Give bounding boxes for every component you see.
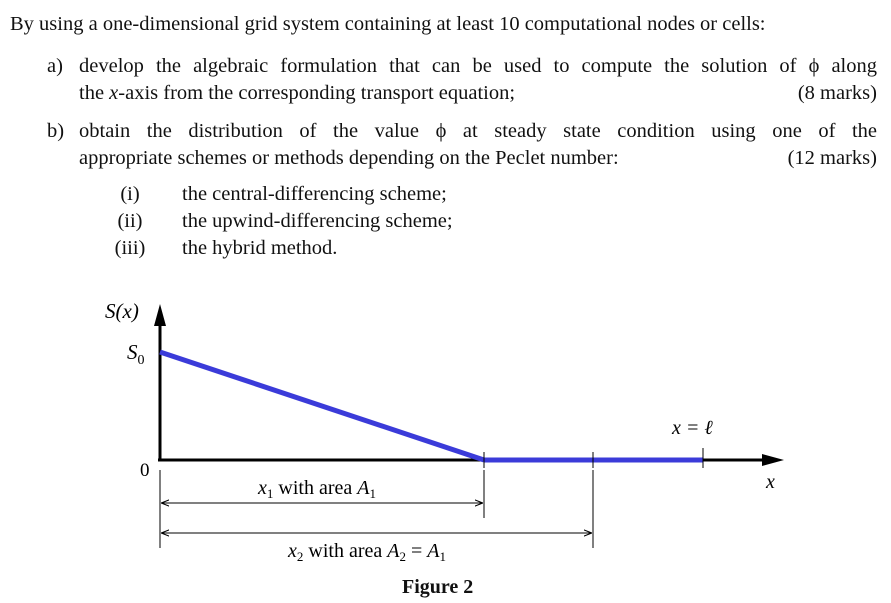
method-text-1: the central-differencing scheme;	[182, 183, 447, 205]
y-axis-arrowhead	[154, 304, 166, 326]
source-sloped-segment	[160, 352, 484, 460]
part-a-line2: the x-axis from the corresponding transport equation;	[79, 82, 516, 104]
part-a-line1: develop the algebraic formulation that can be used to compute the solution of ϕ along	[79, 55, 877, 77]
part-a-label: a)	[47, 55, 63, 77]
zero-label: 0	[140, 460, 150, 481]
method-text-2: the upwind-differencing scheme;	[182, 210, 453, 232]
method-num-1: (i)	[120, 183, 140, 205]
figure-caption: Figure 2	[402, 576, 474, 598]
method-num-3: (iii)	[114, 237, 146, 259]
dim-x2-label: $x_2$ with area $A_2 = A_1$	[288, 540, 446, 564]
part-a-marks: (8 marks)	[797, 82, 877, 104]
x-end-label: x = ℓ	[672, 417, 713, 439]
y-axis-label: S(x)	[105, 299, 139, 323]
part-b-label: b)	[47, 120, 65, 142]
x-axis-label: x	[766, 471, 775, 493]
intro-text: By using a one-dimensional grid system containing at least 10 computational nodes or cells:	[10, 13, 766, 35]
dim-x1-label: $x_1$ with area $A_1$	[258, 477, 376, 501]
part-b-marks: (12 marks)	[787, 147, 877, 169]
part-b-line2: appropriate schemes or methods depending on the Peclet number:	[79, 147, 619, 169]
method-text-3: the hybrid method.	[182, 237, 338, 259]
s0-label: $S_0$	[127, 340, 145, 368]
part-b-line1: obtain the distribution of the value ϕ at steady state condition using one of the	[79, 120, 877, 142]
method-num-2: (ii)	[117, 210, 143, 232]
x-axis-arrowhead	[762, 454, 784, 466]
